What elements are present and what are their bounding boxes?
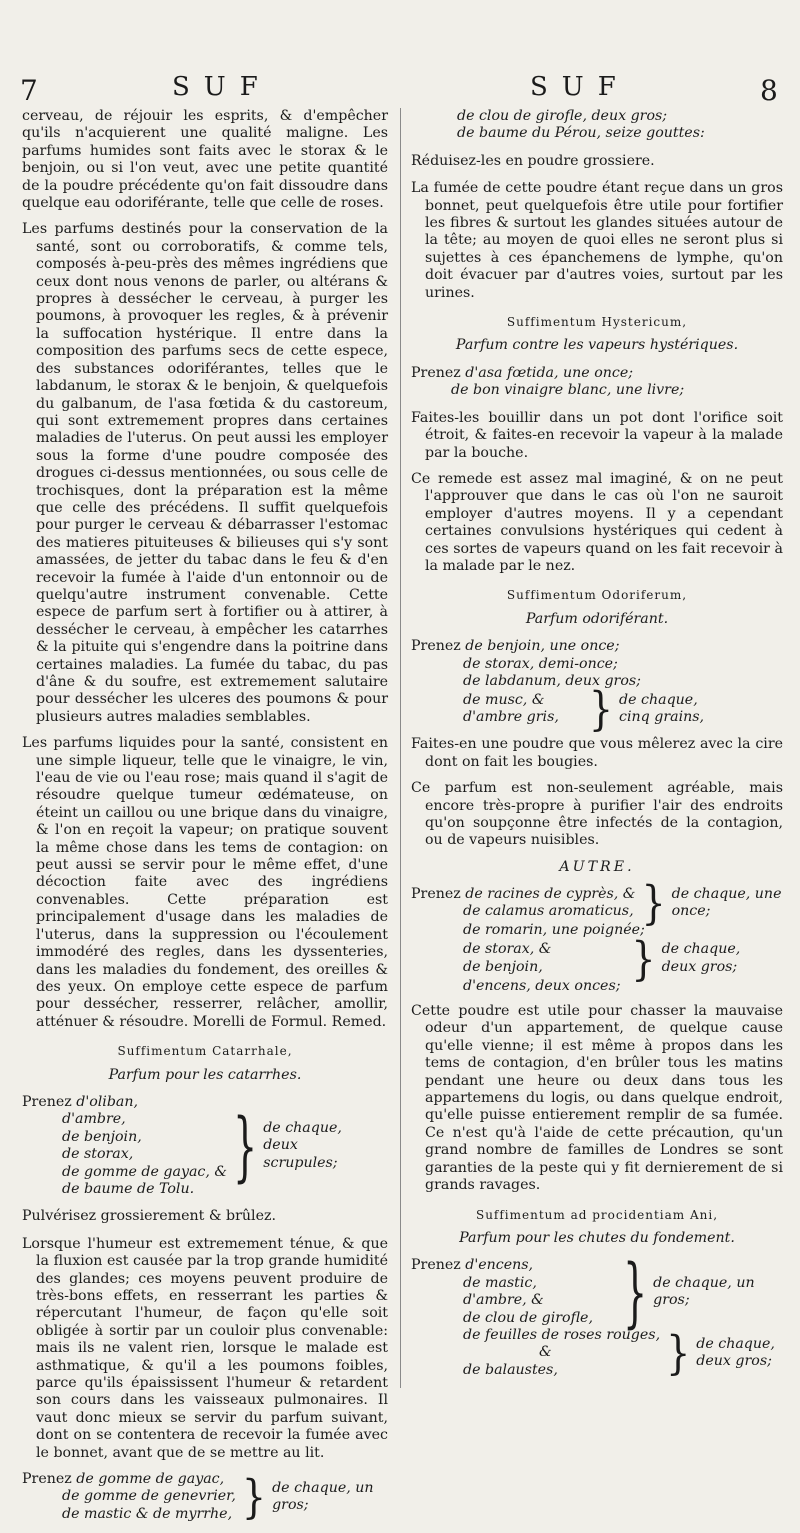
recipe-dose: de chaque, deux gros; (696, 1335, 775, 1370)
ingredient: de bon vinaigre blanc, une livre; (451, 382, 685, 399)
recipe-brace-group (411, 1327, 783, 1379)
ingredient: de clou de girofle, (463, 1309, 593, 1326)
ingredient: de calamus aromaticus, (463, 903, 634, 920)
ingredient: de balaustes, (463, 1361, 558, 1378)
ingredient: d'ambre, & (463, 1292, 544, 1309)
recipe-direction: Faites-en une poudre que vous mêlerez avec la cire dont on fait les bougies. (411, 736, 783, 770)
recipe-direction: Pulvérisez grossierement & brûlez. (22, 1208, 276, 1225)
recipe-ingredients (411, 365, 684, 400)
recipe-ingredients (22, 1471, 236, 1523)
recipe-prenez: Prenez (411, 638, 461, 655)
ingredient: de benjoin, une once; (465, 638, 620, 655)
brace-glyph: } (241, 1470, 267, 1524)
section-subtitle: Parfum pour les catarrhes. (108, 1066, 302, 1083)
recipe-dose: de chaque, deux scrupules; (263, 1120, 342, 1171)
paragraph: La fumée de cette poudre étant reçue dans un gros bonnet, peut quelquefois être utile pour fortifier les fibres & surtout les glandes situées autour de la tête; au moyen de quoi elles ne seront plus si sujettes à ces épanchemens de lymphe, qu'on doit évacuer par d'autres voies, surtout par les urines. (411, 180, 783, 301)
ingredient: de gomme de genevrier, (62, 1488, 236, 1505)
recipe-prenez: Prenez (22, 1093, 72, 1110)
recipe-prenez: Prenez (411, 364, 461, 381)
ingredient: de storax, demi-once; (463, 655, 618, 672)
paragraph: Ce remede est assez mal imaginé, & on ne peut l'approuver que dans le cas où l'on ne sauroit employer d'autres moyens. Il y a cependant certaines convulsions hystériques qui cedent à ces sortes de vapeurs quand on les fait recevoir à la malade par le nez. (411, 470, 783, 574)
recipe-dose: de chaque, un gros; (653, 1274, 755, 1309)
recipe (22, 1471, 388, 1523)
recipe-dose: de chaque, un gros; (272, 1479, 374, 1514)
ingredient: de romarin, une poignée; (463, 922, 645, 939)
right-page-number: 8 (760, 74, 778, 107)
paragraph: Cette poudre est utile pour chasser la mauvaise odeur d'un appartement, de quelque cause qu'elle vienne; il est même à propos dans les tems de contagion, d'en brûler tous les matins pendant une heure ou deux dans tous les appartemens du logis, ou dans quelque endroit, qu'elle puisse entierement remplir de sa fumée. Ce n'est qu'à l'aide de cette précaution, qu'un grand nombre de familles de Londres se sont garanties de la peste qui y fit dernierement de si grands ravages. (411, 1003, 783, 1194)
recipe-direction: Faites-les bouillir dans un pot dont l'orifice soit étroit, & faites-en recevoir la vapeur à la malade par la bouche. (411, 409, 783, 461)
right-column (411, 108, 783, 1387)
paragraph: Les parfums destinés pour la conservation de la santé, sont ou corroboratifs, & comme tels, composés à-peu-près des mêmes ingrédiens que ceux dont nous venons de parler, ou altérans & propres à dessécher le cerveau, à purger les poumons, à provoquer les regles, & à prévenir la suffocation hystérique. Il entre dans la composition des parfums secs de cette espece, des substances odoriférantes, telles que le labdanum, le storax & le benjoin, & quelquefois du galbanum, de l'asa fœtida & du castoreum, qui sont extremement propres dans certaines maladies de l'uterus. On peut aussi les employer sous la forme d'une poudre composée des drogues ci-dessus mentionnées, ou sous celle de trochisques, dont la préparation est la même que celle des précédens. Il suffit quelquefois pour purger le cerveau & débarrasser l'estomac des matieres pituiteuses & bilieuses qui s'y sont amassées, de jetter du tabac dans le feu & d'en recevoir la fumée à l'aide d'un entonnoir ou de quelqu'autre instrument convenable. Cette espece de parfum sert à fortifier ou à attirer, à dessécher le cerveau, à empêcher les catarrhes & la pituite qui s'engendre dans la poitrine dans certaines maladies. La fumée du tabac, du pas d'âne & du soufre, est extremement salutaire pour dessécher les ulceres des poumons & pour plusieurs autres maladies semblables. (22, 221, 388, 725)
ingredient: & (539, 1344, 552, 1361)
left-running-head: SUF (172, 72, 272, 102)
ingredient: de mastic, (463, 1274, 537, 1291)
section-heading: Suffimentum Catarrhale, (117, 1044, 293, 1059)
recipe-continuation (411, 108, 783, 143)
ingredient: de clou de girofle, deux gros; (457, 108, 668, 124)
recipe-brace-group (411, 682, 783, 736)
brace-glyph: } (641, 876, 666, 930)
ingredient: de benjoin, (62, 1128, 142, 1145)
ingredient: de gomme de gayac, (76, 1471, 225, 1488)
ingredient: de gomme de gayac, & (62, 1163, 228, 1180)
recipe-brace-group (411, 876, 783, 930)
section-subtitle: Parfum pour les chutes du fondement. (459, 1229, 735, 1246)
ingredient: de storax, (62, 1146, 134, 1163)
section-heading: Suffimentum Odoriferum, (506, 588, 688, 603)
section-subtitle: Parfum odoriférant. (525, 610, 669, 627)
ingredient: d'ambre gris, (463, 709, 559, 726)
recipe-dose: de chaque, cinq grains, (619, 691, 705, 726)
ingredient: d'asa fœtida, une once; (465, 364, 633, 381)
section-subtitle: Parfum contre les vapeurs hystériques. (455, 337, 739, 354)
ingredient: de benjoin, (463, 958, 543, 975)
brace-glyph: } (666, 1326, 691, 1380)
recipe (22, 1094, 388, 1198)
ingredient: d'encens, (465, 1257, 534, 1274)
ingredient: de mastic & de myrrhe, (62, 1505, 233, 1522)
paragraph: Lorsque l'humeur est extremement ténue, & que la fluxion est causée par la trop grande humidité des glandes; ces moyens peuvent produire de très-bons effets, en resserrant les parties & répercutant l'humeur, de façon qu'elle soit obligée à sortir par un couloir plus convenable: mais ils ne valent rien, lorsque le malade est asthmatique, & qu'il a les poumons foibles, parce qu'ils épaississent l'humeur & retardent son cours dans les vaisseaux pulmonaires. Il vaut donc mieux se servir du parfum suivant, dont on se contentera de recevoir la fumée avec le bonnet, avant que de se mettre au lit. (22, 1235, 388, 1461)
paragraph: Les parfums liquides pour la santé, consistent en une simple liqueur, telle que le vinaigre, le vin, l'eau de vie ou l'eau rose; mais quand il s'agit de résoudre quelque tumeur œdémateuse, on éteint un caillou ou une brique dans du vinaigre, & l'on en reçoit la vapeur; on pratique souvent la même chose dans les tems de contagion: on peut aussi se servir pour le même effet, d'une décoction faite avec des ingrédiens convenables. Cette préparation est principalement d'usage dans les maladies de l'uterus, dans la suppression ou l'écoulement immodéré des regles, dans les dyssenteries, dans les maladies du fondement, des oreilles & des yeux. On employe cette espece de parfum pour dessécher, resserrer, relâcher, amollir, atténuer & résoudre. Morelli de Formul. Remed. (22, 735, 388, 1030)
recipe (411, 1248, 783, 1380)
ingredient: de storax, & (463, 941, 552, 958)
section-heading: Suffimentum ad procidentiam Ani, (475, 1207, 719, 1222)
recipe (411, 365, 783, 400)
ingredient: d'ambre, (62, 1111, 126, 1128)
brace-glyph: } (588, 682, 614, 736)
ingredient: de feuilles de roses rouges, (463, 1326, 661, 1343)
column-divider (400, 108, 401, 1388)
recipe-prenez: Prenez (411, 885, 461, 902)
recipe-ingredients (22, 1094, 227, 1198)
recipe (411, 876, 783, 995)
ingredient: d'oliban, (76, 1093, 139, 1110)
ingredient: d'encens, deux onces; (463, 977, 621, 994)
recipe-dose: de chaque, deux gros; (661, 941, 741, 975)
ingredient: de racines de cyprès, & (465, 885, 636, 902)
ingredient: de baume du Pérou, seize gouttes: (457, 125, 705, 142)
recipe (411, 638, 783, 736)
brace-glyph: } (631, 932, 656, 986)
left-column (22, 108, 388, 1533)
paragraph: Ce parfum est non-seulement agréable, mais encore très-propre à purifier l'air des endroits qu'on soupçonne être infectés de la contagion, ou de vapeurs nuisibles. (411, 780, 783, 849)
recipe-direction: Réduisez-les en poudre grossiere. (411, 152, 655, 169)
ingredient: de labdanum, deux gros; (463, 672, 641, 689)
left-page-number: 7 (20, 74, 38, 107)
recipe-prenez: Prenez (411, 1257, 461, 1274)
recipe-dose: de chaque, une once; (671, 885, 782, 920)
recipe-prenez: Prenez (22, 1471, 72, 1488)
brace-glyph: } (622, 1248, 648, 1337)
section-heading: AUTRE. (559, 858, 635, 875)
section-heading: Suffimentum Hystericum, (506, 315, 688, 330)
brace-glyph: } (233, 1102, 258, 1191)
paragraph: cerveau, de réjouir les esprits, & d'empêcher qu'ils n'acquierent une qualité maligne. Les parfums humides sont faits avec le storax & le benjoin, ou si l'on veut, avec une petite quantité de la poudre précédente qu'on fait dissoudre dans quelque eau odoriférante, telle que celle de roses. (22, 108, 388, 212)
ingredient: de musc, & (463, 691, 545, 708)
ingredient: de baume de Tolu. (62, 1180, 195, 1197)
right-running-head: SUF (530, 72, 630, 102)
